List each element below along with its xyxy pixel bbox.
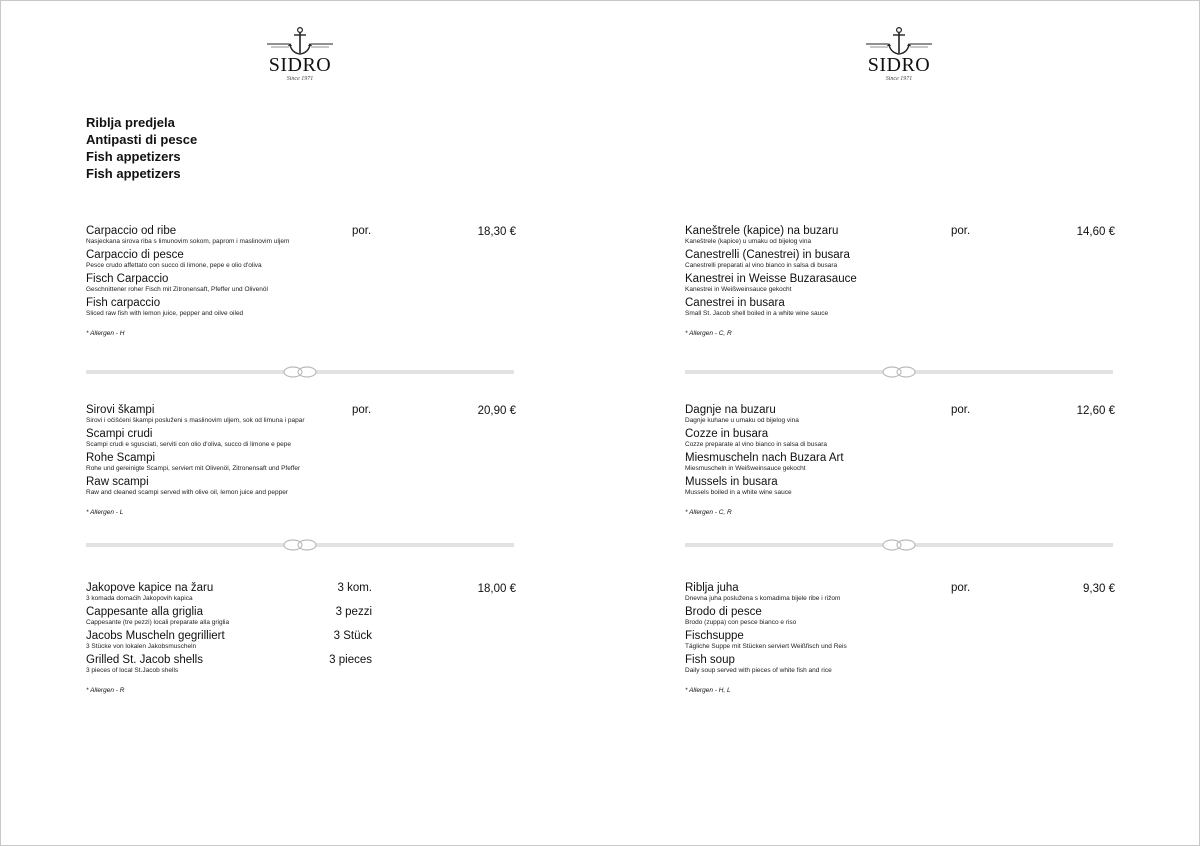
- dish-desc: Kaneštrele (kapice) u umaku od bijelog vina: [685, 238, 812, 245]
- dish-desc: Dnevna juha poslužena s komadima bijele ribe i rižom: [685, 595, 841, 602]
- rope-divider: [685, 538, 1113, 552]
- dish-name: Carpaccio od ribe: [86, 225, 177, 237]
- dish-price: 14,60 €: [1076, 226, 1115, 238]
- brand-name: SIDRO: [268, 54, 332, 76]
- dish-price: 18,30 €: [477, 226, 516, 238]
- dish-desc: Sliced raw fish with lemon juice, pepper and oilve oiled: [86, 310, 244, 317]
- dish-desc: Cozze preparate al vino bianco in salsa di busara: [685, 441, 828, 448]
- dish-name: Fischsuppe: [685, 630, 744, 642]
- dish-desc: Tägliche Suppe mit Stücken serviert Weißfisch und Reis: [685, 643, 847, 650]
- dish-desc: Cappesante (tre pezzi) locali preparate alla griglia: [86, 619, 230, 626]
- section-title-de: Fish appetizers: [86, 149, 181, 164]
- dish-name: Grilled St. Jacob shells: [86, 654, 203, 666]
- menu-item-mussels: [685, 403, 1115, 516]
- brand-logo: [849, 26, 949, 82]
- rope-divider: [86, 538, 514, 552]
- dish-name: Canestrei in busara: [685, 297, 785, 309]
- dish-desc: 3 komada domaćih Jakopovih kapica: [86, 595, 193, 602]
- dish-desc: 3 Stücke von lokalen Jakobsmuscheln: [86, 643, 197, 650]
- dish-price: 18,00 €: [477, 583, 516, 595]
- allergen-note: * Allergen - C, R: [685, 330, 732, 337]
- dish-desc: Rohe und gereinigte Scampi, serviert mit Olivenöl, Zitronensaft und Pfeffer: [86, 465, 301, 472]
- brand-since: Since 1971: [885, 76, 913, 82]
- dish-desc: Mussels boiled in a white wine sauce: [685, 489, 792, 496]
- allergen-note: * Allergen - H: [86, 330, 125, 337]
- dish-name: Mussels in busara: [685, 476, 778, 488]
- menu-item-raw-scampi: [86, 403, 516, 516]
- dish-desc: Brodo (zuppa) con pesce bianco e riso: [685, 619, 797, 626]
- brand-name: SIDRO: [867, 54, 931, 76]
- dish-desc: Geschnittener roher Fisch mit Zitronensaft, Pfeffer und Olivenöl: [86, 286, 268, 293]
- dish-name: Rohe Scampi: [86, 452, 156, 464]
- dish-desc: Miesmuscheln in Weißweinsauce gekocht: [685, 465, 806, 472]
- dish-unit: 3 Stück: [333, 630, 372, 642]
- dish-unit: 3 pieces: [329, 654, 372, 666]
- dish-name: Riblja juha: [685, 582, 739, 594]
- anchor-icon: [864, 26, 934, 56]
- dish-name: Carpaccio di pesce: [86, 249, 184, 261]
- brand-logo: [250, 26, 350, 82]
- dish-price: 9,30 €: [1083, 583, 1115, 595]
- dish-desc: Pesce crudo affettato con succo di limone, pepe e olio d'oliva: [86, 262, 262, 269]
- dish-name: Kaneštrele (kapice) na buzaru: [685, 225, 839, 237]
- rope-divider: [685, 365, 1113, 379]
- allergen-note: * Allergen - C, R: [685, 509, 732, 516]
- menu-item-st-jacob-shells: [86, 581, 516, 694]
- brand-since: Since 1971: [286, 76, 314, 82]
- dish-name: Fisch Carpaccio: [86, 273, 169, 285]
- dish-desc: Scampi crudi e sgusciati, serviti con olio d'oliva, succo di limone e pepe: [86, 441, 292, 448]
- menu-item-fish-soup: [685, 581, 1115, 694]
- dish-name: Cappesante alla griglia: [86, 606, 203, 618]
- dish-name: Dagnje na buzaru: [685, 404, 776, 416]
- dish-name: Fish carpaccio: [86, 297, 161, 309]
- anchor-icon: [265, 26, 335, 56]
- dish-name: Scampi crudi: [86, 428, 153, 440]
- menu-item-fish-carpaccio: [86, 224, 516, 337]
- section-title-en: Fish appetizers: [86, 166, 181, 181]
- dish-unit: 3 kom.: [337, 582, 372, 594]
- dish-name: Jakopove kapice na žaru: [86, 582, 214, 594]
- dish-unit: 3 pezzi: [335, 606, 372, 618]
- dish-name: Brodo di pesce: [685, 606, 762, 618]
- dish-unit: por.: [352, 404, 372, 416]
- dish-name: Canestrelli (Canestrei) in busara: [685, 249, 850, 261]
- dish-desc: Daily soup served with pieces of white fish and rice: [685, 667, 832, 674]
- section-title-it: Antipasti di pesce: [86, 132, 198, 147]
- dish-unit: por.: [951, 225, 971, 237]
- dish-unit: por.: [951, 582, 971, 594]
- dish-desc: Nasjeckana sirova riba s limunovim sokom, paprom i maslinovim uljem: [86, 238, 290, 245]
- rope-divider: [86, 365, 514, 379]
- dish-name: Cozze in busara: [685, 428, 769, 440]
- dish-name: Sirovi škampi: [86, 404, 155, 416]
- allergen-note: * Allergen - L: [86, 509, 124, 516]
- menu-page-right: [599, 0, 1198, 846]
- dish-desc: Small St. Jacob shell boiled in a white wine sauce: [685, 310, 829, 317]
- dish-name: Jacobs Muscheln gegrilliert: [86, 630, 225, 642]
- allergen-note: * Allergen - H, L: [685, 687, 731, 694]
- menu-item-canestrei: [685, 224, 1115, 337]
- dish-desc: Sirovi i očišćeni škampi posluženi s maslinovim uljem, sok od limuna i papar: [86, 417, 305, 424]
- section-title-hr: Riblja predjela: [86, 115, 175, 130]
- dish-name: Fish soup: [685, 654, 735, 666]
- dish-unit: por.: [352, 225, 372, 237]
- dish-price: 12,60 €: [1076, 405, 1115, 417]
- dish-desc: 3 pieces of local St.Jacob shells: [86, 667, 179, 674]
- dish-name: Raw scampi: [86, 476, 149, 488]
- dish-desc: Raw and cleaned scampi served with olive oil, lemon juice and pepper: [86, 489, 288, 496]
- dish-desc: Dagnje kuhane u umaku od bijelog vina: [685, 417, 799, 424]
- dish-desc: Kanestrei in Weißweinsauce gekocht: [685, 286, 792, 293]
- dish-name: Miesmuscheln nach Buzara Art: [685, 452, 844, 464]
- section-title: [86, 114, 197, 182]
- dish-unit: por.: [951, 404, 971, 416]
- dish-name: Kanestrei in Weisse Buzarasauce: [685, 273, 857, 285]
- dish-price: 20,90 €: [477, 405, 516, 417]
- dish-desc: Canestrelli preparati al vino bianco in salsa di busara: [685, 262, 838, 269]
- allergen-note: * Allergen - R: [86, 687, 125, 694]
- menu-page-left: [0, 0, 599, 846]
